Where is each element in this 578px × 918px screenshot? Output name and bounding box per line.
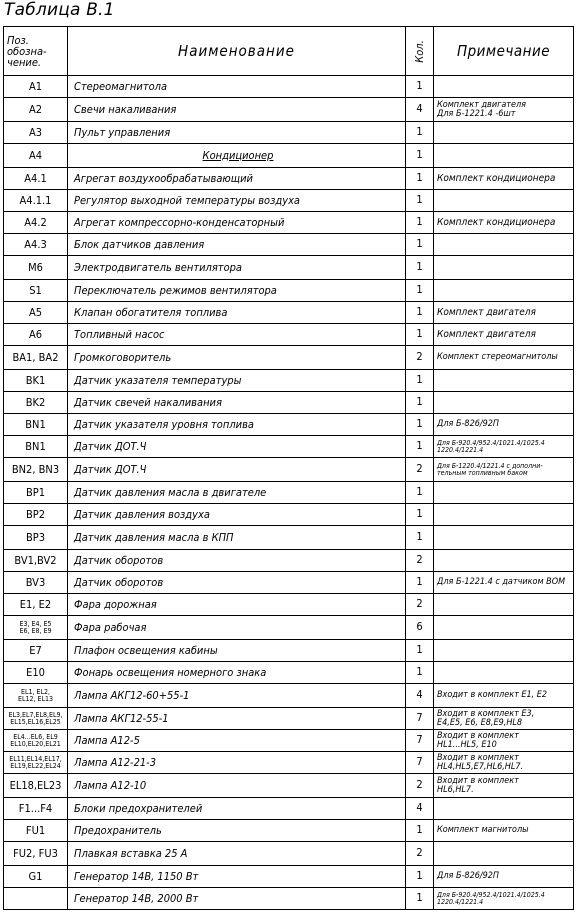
row-note-cell [434, 616, 574, 640]
row-note-cell [434, 504, 574, 526]
row-note-cell [434, 280, 574, 302]
table-row [4, 122, 574, 144]
row-note-cell: Комплект двигателя [434, 302, 574, 324]
row-position-cell: A2 [4, 98, 68, 122]
row-note-cell: Входит в комплект HL6,HL7. [434, 774, 574, 798]
table-row [4, 234, 574, 256]
row-name-cell: Лампа А12-10 [68, 774, 406, 798]
table-header-row [4, 27, 574, 76]
row-note-cell: Входит в комплект E3, E4,E5, E6, E8,E9,HL8 [434, 708, 574, 730]
row-position-cell: A4.2 [4, 212, 68, 234]
row-name-cell: Переключатель режимов вентилятора [68, 280, 406, 302]
row-quantity-cell: 1 [406, 76, 434, 98]
row-name-cell: Фара рабочая [68, 616, 406, 640]
header-note: Примечание [434, 27, 574, 76]
row-name-cell: Электродвигатель вентилятора [68, 256, 406, 280]
row-note-cell [434, 662, 574, 684]
row-position-cell: BN1 [4, 436, 68, 458]
row-name-cell: Датчик давления воздуха [68, 504, 406, 526]
table-row [4, 504, 574, 526]
table-row [4, 572, 574, 594]
table-row [4, 302, 574, 324]
row-position-cell: EL4...EL6, EL9 EL10,EL20,EL21 [4, 730, 68, 752]
row-quantity-cell: 1 [406, 820, 434, 842]
row-note-cell: Входит в комплект E1, E2 [434, 684, 574, 708]
row-quantity-cell: 1 [406, 662, 434, 684]
row-position-cell: BV3 [4, 572, 68, 594]
row-name-cell: Лампа А12-5 [68, 730, 406, 752]
row-position-cell: F1...F4 [4, 798, 68, 820]
table-row [4, 256, 574, 280]
row-note-cell [434, 482, 574, 504]
table-row [4, 550, 574, 572]
row-position-cell: EL18,EL23 [4, 774, 68, 798]
row-note-cell: Комплект кондиционера [434, 168, 574, 190]
table-row [4, 842, 574, 866]
specification-table [3, 26, 574, 910]
table-row [4, 212, 574, 234]
row-position-cell: EL1, EL2, EL12, EL13 [4, 684, 68, 708]
table-row [4, 730, 574, 752]
row-name-cell: Громкоговоритель [68, 346, 406, 370]
row-position-cell: BN2, BN3 [4, 458, 68, 482]
table-row [4, 280, 574, 302]
table-row [4, 616, 574, 640]
row-position-cell: EL11,EL14,EL17, EL19,EL22,EL24 [4, 752, 68, 774]
row-note-cell [434, 392, 574, 414]
row-name-cell: Фонарь освещения номерного знака [68, 662, 406, 684]
row-note-cell [434, 122, 574, 144]
table-row [4, 684, 574, 708]
row-name-cell: Датчик ДОТ.Ч [68, 458, 406, 482]
row-quantity-cell: 7 [406, 752, 434, 774]
row-position-cell: FU1 [4, 820, 68, 842]
row-name-cell: Стереомагнитола [68, 76, 406, 98]
row-name-cell: Датчик оборотов [68, 572, 406, 594]
row-name-cell: Агрегат компрессорно-конденсаторный [68, 212, 406, 234]
row-name-cell: Свечи накаливания [68, 98, 406, 122]
row-name-cell: Датчик указателя уровня топлива [68, 414, 406, 436]
row-quantity-cell: 1 [406, 572, 434, 594]
row-position-cell: BP2 [4, 504, 68, 526]
table-row [4, 324, 574, 346]
row-position-cell: BA1, BA2 [4, 346, 68, 370]
header-name: Наименование [68, 27, 406, 76]
row-note-cell [434, 234, 574, 256]
row-quantity-cell: 2 [406, 774, 434, 798]
row-note-cell: Комплект кондиционера [434, 212, 574, 234]
table-row [4, 640, 574, 662]
table-row [4, 168, 574, 190]
row-quantity-cell: 1 [406, 504, 434, 526]
row-note-cell: Для Б-826/92П [434, 866, 574, 888]
row-quantity-cell: 1 [406, 370, 434, 392]
row-quantity-cell: 2 [406, 346, 434, 370]
table-row [4, 190, 574, 212]
row-note-cell: Комплект двигателя Для Б-1221.4 -6шт [434, 98, 574, 122]
table-row [4, 98, 574, 122]
row-quantity-cell: 4 [406, 98, 434, 122]
row-quantity-cell: 7 [406, 708, 434, 730]
table-row [4, 752, 574, 774]
row-position-cell: A4.1.1 [4, 190, 68, 212]
row-position-cell: EL3,EL7,EL8,EL9, EL15,EL16,EL25 [4, 708, 68, 730]
row-note-cell: Для Б-826/92П [434, 414, 574, 436]
row-name-cell: Датчик указателя температуры [68, 370, 406, 392]
row-name-cell: Лампа А12-21-3 [68, 752, 406, 774]
row-position-cell: BV1,BV2 [4, 550, 68, 572]
row-position-cell: BK2 [4, 392, 68, 414]
row-note-cell: Комплект магнитолы [434, 820, 574, 842]
row-note-cell [434, 370, 574, 392]
row-position-cell: M6 [4, 256, 68, 280]
table-row [4, 708, 574, 730]
table-row [4, 526, 574, 550]
row-quantity-cell: 1 [406, 324, 434, 346]
row-position-cell: FU2, FU3 [4, 842, 68, 866]
row-note-cell [434, 550, 574, 572]
header-position: Поз. обозна- чение. [4, 27, 68, 76]
row-position-cell: E7 [4, 640, 68, 662]
row-quantity-cell: 1 [406, 888, 434, 910]
row-quantity-cell: 2 [406, 550, 434, 572]
row-position-cell [4, 888, 68, 910]
table-row [4, 820, 574, 842]
row-note-cell: Комплект стереомагнитолы [434, 346, 574, 370]
row-name-cell: Блоки предохранителей [68, 798, 406, 820]
table-row [4, 482, 574, 504]
row-name-cell: Плафон освещения кабины [68, 640, 406, 662]
row-quantity-cell: 1 [406, 234, 434, 256]
row-name-cell: Клапан обогатителя топлива [68, 302, 406, 324]
row-position-cell: A5 [4, 302, 68, 324]
table-title: Таблица В.1 [4, 0, 115, 20]
row-note-cell [434, 76, 574, 98]
row-name-cell: Датчик свечей накаливания [68, 392, 406, 414]
row-name-cell: Пульт управления [68, 122, 406, 144]
row-note-cell [434, 798, 574, 820]
row-quantity-cell: 1 [406, 482, 434, 504]
row-position-cell: E10 [4, 662, 68, 684]
row-note-cell [434, 594, 574, 616]
row-position-cell: E3, E4, E5 E6, E8, E9 [4, 616, 68, 640]
table-row [4, 662, 574, 684]
row-position-cell: BP1 [4, 482, 68, 504]
row-quantity-cell: 4 [406, 684, 434, 708]
row-quantity-cell: 1 [406, 302, 434, 324]
row-note-cell: Входит в комплект HL1...HL5, E10 [434, 730, 574, 752]
row-quantity-cell: 1 [406, 640, 434, 662]
row-note-cell: Входит в комплект HL4,HL5,E7,HL6,HL7. [434, 752, 574, 774]
row-quantity-cell: 1 [406, 526, 434, 550]
row-position-cell: A4 [4, 144, 68, 168]
row-note-cell: Для Б-920.4/952.4/1021.4/1025.4 1220.4/1221.4 [434, 436, 574, 458]
row-position-cell: BK1 [4, 370, 68, 392]
row-name-cell: Датчик давления масла в двигателе [68, 482, 406, 504]
row-quantity-cell: 1 [406, 212, 434, 234]
header-quantity-label: Кол. [413, 39, 426, 63]
row-name-cell: Блок датчиков давления [68, 234, 406, 256]
row-position-cell: BP3 [4, 526, 68, 550]
row-quantity-cell: 1 [406, 436, 434, 458]
table-row [4, 392, 574, 414]
row-note-cell [434, 190, 574, 212]
table-row [4, 774, 574, 798]
table-row [4, 414, 574, 436]
row-note-cell: Для Б-1220.4/1221.4 с дополни- тельным топливным баком [434, 458, 574, 482]
row-note-cell [434, 144, 574, 168]
table-row [4, 458, 574, 482]
row-note-cell: Комплект двигателя [434, 324, 574, 346]
row-note-cell [434, 526, 574, 550]
row-name-cell: Регулятор выходной температуры воздуха [68, 190, 406, 212]
table-row [4, 436, 574, 458]
table-row [4, 798, 574, 820]
row-quantity-cell: 1 [406, 414, 434, 436]
row-quantity-cell: 2 [406, 842, 434, 866]
row-quantity-cell: 1 [406, 256, 434, 280]
row-position-cell: A4.1 [4, 168, 68, 190]
row-quantity-cell: 2 [406, 594, 434, 616]
row-position-cell: A4.3 [4, 234, 68, 256]
table-row [4, 866, 574, 888]
row-name-cell: Лампа АКГ12-55-1 [68, 708, 406, 730]
table-row [4, 144, 574, 168]
row-position-cell: S1 [4, 280, 68, 302]
row-quantity-cell: 1 [406, 190, 434, 212]
row-name-cell: Плавкая вставка 25 А [68, 842, 406, 866]
row-position-cell: A3 [4, 122, 68, 144]
row-position-cell: BN1 [4, 414, 68, 436]
row-name-cell [68, 144, 406, 168]
row-position-cell: A1 [4, 76, 68, 98]
row-name-cell: Лампа АКГ12-60+55-1 [68, 684, 406, 708]
header-quantity [406, 27, 434, 76]
row-note-cell [434, 640, 574, 662]
row-note-cell [434, 256, 574, 280]
row-name-cell: Фара дорожная [68, 594, 406, 616]
row-quantity-cell: 7 [406, 730, 434, 752]
table-row [4, 888, 574, 910]
row-quantity-cell: 1 [406, 168, 434, 190]
row-name-cell: Датчик ДОТ.Ч [68, 436, 406, 458]
row-quantity-cell: 1 [406, 280, 434, 302]
row-quantity-cell: 1 [406, 144, 434, 168]
row-position-cell: G1 [4, 866, 68, 888]
row-quantity-cell: 1 [406, 392, 434, 414]
row-quantity-cell: 1 [406, 866, 434, 888]
row-name-cell: Предохранитель [68, 820, 406, 842]
row-position-cell: E1, E2 [4, 594, 68, 616]
row-name-cell: Топливный насос [68, 324, 406, 346]
row-name-cell: Генератор 14В, 2000 Вт [68, 888, 406, 910]
table-body [4, 76, 574, 910]
table-row [4, 346, 574, 370]
row-quantity-cell: 6 [406, 616, 434, 640]
row-note-cell: Для Б-1221.4 с датчиком ВОМ [434, 572, 574, 594]
table-row [4, 594, 574, 616]
table-row [4, 76, 574, 98]
row-position-cell: A6 [4, 324, 68, 346]
row-quantity-cell: 2 [406, 458, 434, 482]
row-name-cell: Датчик оборотов [68, 550, 406, 572]
row-note-cell [434, 842, 574, 866]
row-quantity-cell: 1 [406, 122, 434, 144]
row-name-text: Кондиционер [202, 149, 274, 162]
row-name-cell: Датчик давления масла в КПП [68, 526, 406, 550]
row-note-cell: Для Б-920.4/952.4/1021.4/1025.4 1220.4/1221.4 [434, 888, 574, 910]
row-name-cell: Агрегат воздухообрабатывающий [68, 168, 406, 190]
row-name-cell: Генератор 14В, 1150 Вт [68, 866, 406, 888]
row-quantity-cell: 4 [406, 798, 434, 820]
table-row [4, 370, 574, 392]
